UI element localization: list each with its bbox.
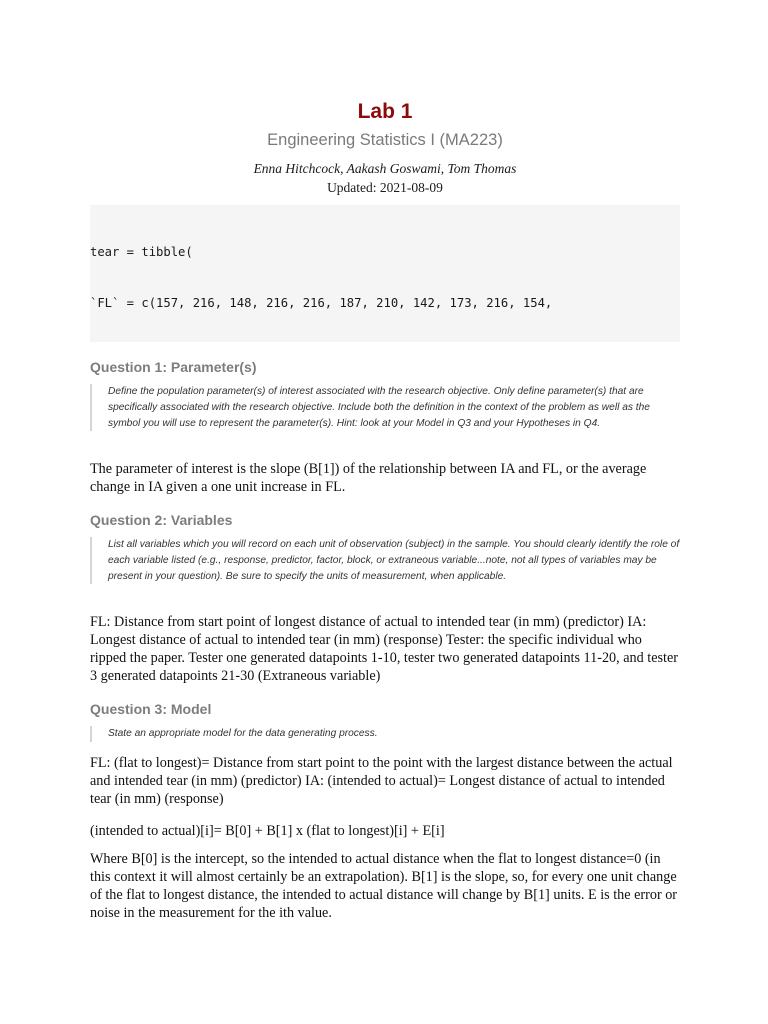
question-1-prompt: Define the population parameter(s) of interest associated with the research objective. Only define parameter(s) that are specifically associated with the research objective. Include both the definition in the context of the problem as well as the symbol you will use to represent the parameter(s). Hint: look at your Model in Q3 and your Hypotheses in Q4. <box>90 384 680 431</box>
document-subtitle: Engineering Statistics I (MA223) <box>267 131 503 149</box>
question-3-answer-explanation: Where B[0] is the intercept, so the intended to actual distance when the flat to longest distance=0 (in this context it will almost certainly be an extrapolation). B[1] is the slope, so, for every one unit change of the flat to longest distance, the intended to actual distance will change by B[1] units. E is the error or noise in the measurement for the ith value. <box>90 851 678 921</box>
code-line: `FL` = c(157, 216, 148, 216, 216, 187, 210, 142, 173, 216, 154, <box>90 296 553 310</box>
code-block <box>90 205 680 342</box>
code-line: tear = tibble( <box>90 245 193 259</box>
question-2-answer: FL: Distance from start point of longest distance of actual to intended tear (in mm) (predictor) IA: Longest distance of actual to intended tear (in mm) (response) Tester: the specific individual who ripped the paper. Tester one generated datapoints 1-10, tester two generated datapoints 11-20, and tester 3 generated datapoints 21-30 (Extraneous variable) <box>90 614 678 684</box>
question-3-heading: Question 3: Model <box>90 701 212 717</box>
question-3-answer-definitions: FL: (flat to longest)= Distance from start point to the point with the largest distance between the actual and intended tear (in mm) (predictor) IA: (intended to actual)= Longest distance of actual to intended tear (in mm) (response) <box>90 755 673 807</box>
document-updated-date: Updated: 2021-08-09 <box>327 180 443 195</box>
document-authors: Enna Hitchcock, Aakash Goswami, Tom Thomas <box>253 161 517 176</box>
question-3-prompt: State an appropriate model for the data generating process. <box>90 726 680 742</box>
question-2-prompt: List all variables which you will record on each unit of observation (subject) in the sample. You should clearly identify the role of each variable listed (e.g., response, predictor, factor, block, or extraneous variable...note, not all types of variables may be present in your question). Be sure to specify the units of measurement, when applicable. <box>90 537 680 584</box>
question-2-heading: Question 2: Variables <box>90 512 233 528</box>
question-1-heading: Question 1: Parameter(s) <box>90 359 257 375</box>
question-1-answer: The parameter of interest is the slope (B[1]) of the relationship between IA and FL, or the average change in IA given a one unit increase in FL. <box>90 461 647 495</box>
question-3-answer-model: (intended to actual)[i]= B[0] + B[1] x (flat to longest)[i] + E[i] <box>90 823 445 839</box>
document-title: Lab 1 <box>357 100 413 123</box>
